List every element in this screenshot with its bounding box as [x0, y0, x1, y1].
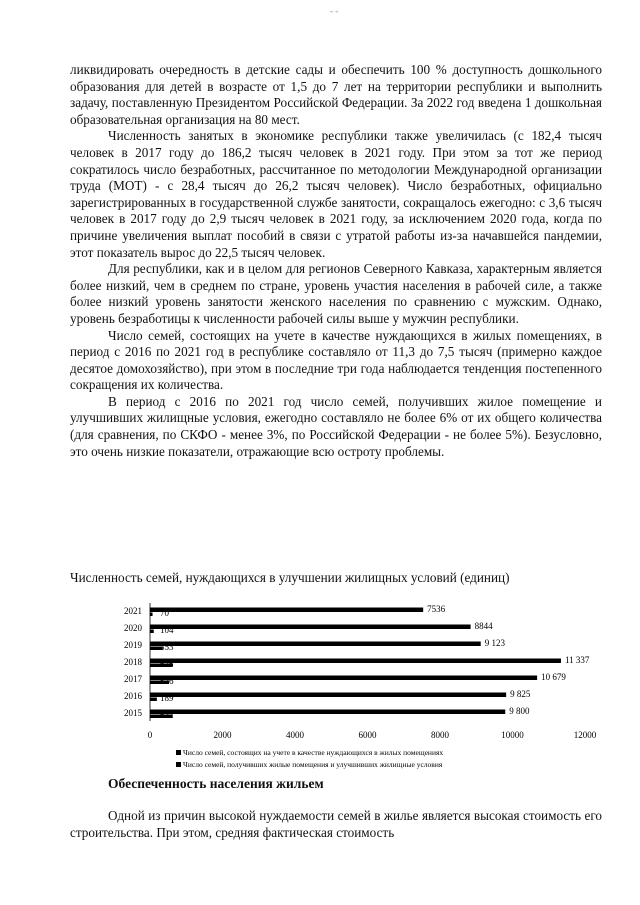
bar-queue [150, 659, 561, 664]
x-tick-label: 6000 [358, 730, 377, 740]
y-tick-label: 2018 [124, 657, 142, 667]
x-tick-label: 10000 [501, 730, 524, 740]
section-heading: Обеспеченность населения жильем [108, 776, 324, 791]
data-label-queue: 10 679 [541, 672, 566, 682]
bar-improved [150, 630, 154, 634]
y-tick-label: 2015 [124, 708, 142, 718]
x-tick-label: 0 [147, 730, 153, 740]
y-tick-label: 2017 [124, 674, 142, 684]
bar-queue [150, 642, 481, 647]
paragraph-housing-cost: Одной из причин высокой нуждаемости семей в жилье является высокая стоимость его строительства. При этом, средняя фактическая стоимость [70, 808, 602, 840]
paragraph-housing-queue: Число семей, состоящих на учете в качестве нуждающихся в жилых помещениях, в период с 2016 по 2021 год в республике составляло от 11,3 до 7,5 тысяч (примерно каждое десятое домохозяйство), при этом в последние три года наблюдается тенденция постепенного сокращения их количества. [70, 327, 602, 393]
y-tick-label: 2021 [124, 606, 142, 616]
bar-queue [150, 693, 506, 698]
page-mark: - - [330, 6, 339, 16]
data-label-improved: 70 [160, 608, 169, 618]
data-label-improved: 189 [160, 693, 174, 703]
bottom-text [70, 808, 602, 841]
x-tick-label: 2000 [213, 730, 232, 740]
paragraph-labor-force: Для республики, как и в целом для регионов Северного Кавказа, характерным является более низкий, чем в среднем по стране, уровень участия населения в рабочей силе, а также более низкий уровень занятости женского населения по сравнению с мужским. Однако, уровень безработицы к численности рабочей силы выше у мужчин республики. [70, 261, 602, 326]
data-label-queue: 8844 [474, 621, 493, 631]
paragraph-preschool: ликвидировать очередность в детские сады и обеспечить 100 % доступность дошкольного образования для детей в возрасте от 1,5 до 7 лет на территории республики и выполнить задачу, поставленную Президентом Российской Федерации. За 2022 год введена 1 дошкольная образовательная организация на 80 мест. [70, 62, 602, 127]
data-label-improved: 627 [160, 710, 174, 720]
x-tick-label: 12000 [573, 730, 597, 740]
data-label-improved: 526 [160, 676, 174, 686]
data-label-improved: 353 [160, 642, 174, 652]
data-label-improved: 104 [160, 625, 174, 635]
y-tick-label: 2016 [124, 691, 142, 701]
paragraph-employment: Численность занятых в экономике республики также увеличилась (с 182,4 тысяч человек в 2017 году до 186,2 тысяч человек в 2021 году. При этом за тот же период сократилось число безработных, рассчитанное по методологии Международной организации труда (МОТ) - с 28,4 тысяч до 26,2 тысяч человек). Число безработных, официально зарегистрированных в государственной службе занятости, сокращалось ежегодно: с 3,6 тысяч человек в 2017 году до 2,9 тысяч человек в 2021 году, за исключением 2020 года, когда по причине увеличения выплат пособий в связи с утратой работы из-за начавшейся пандемии, этот показатель вырос до 22,5 тысяч человек. [70, 128, 602, 260]
housing-chart [0, 595, 640, 775]
chart-caption: Численность семей, нуждающихся в улучшении жилищных условий (единиц) [70, 570, 510, 585]
data-label-queue: 11 337 [564, 655, 590, 665]
data-label-queue: 7536 [427, 604, 446, 614]
legend-marker [176, 762, 181, 767]
data-label-queue: 9 123 [484, 638, 505, 648]
x-tick-label: 4000 [286, 730, 304, 740]
y-tick-label: 2020 [124, 623, 142, 633]
body-text [70, 62, 602, 460]
bar-improved [150, 698, 157, 702]
bar-queue [150, 625, 471, 630]
legend-marker [176, 750, 181, 755]
data-label-queue: 9 800 [509, 706, 530, 716]
bar-queue [150, 608, 423, 613]
x-tick-label: 8000 [431, 730, 449, 740]
bar-queue [150, 710, 505, 715]
bar-queue [150, 676, 537, 681]
data-label-queue: 9 825 [510, 689, 531, 699]
y-tick-label: 2019 [124, 640, 142, 650]
legend-label: Число семей, получивших жилые помещения и улучшивших жилищные условия [183, 760, 443, 769]
data-label-improved: 625 [160, 659, 174, 669]
legend-label: Число семей, состоящих на учете в качестве нуждающихся в жилых помещениях [183, 748, 444, 757]
paragraph-housing-improved: В период с 2016 по 2021 год число семей, получивших жилое помещение и улучшивших жилищные условия, ежегодно составляло не более 6% от их общего количества (для сравнения, по СКФО - менее 3%, по Российской Федерации - не более 5%). Безусловно, это очень низкие показатели, отражающие всю остроту проблемы. [70, 393, 602, 459]
